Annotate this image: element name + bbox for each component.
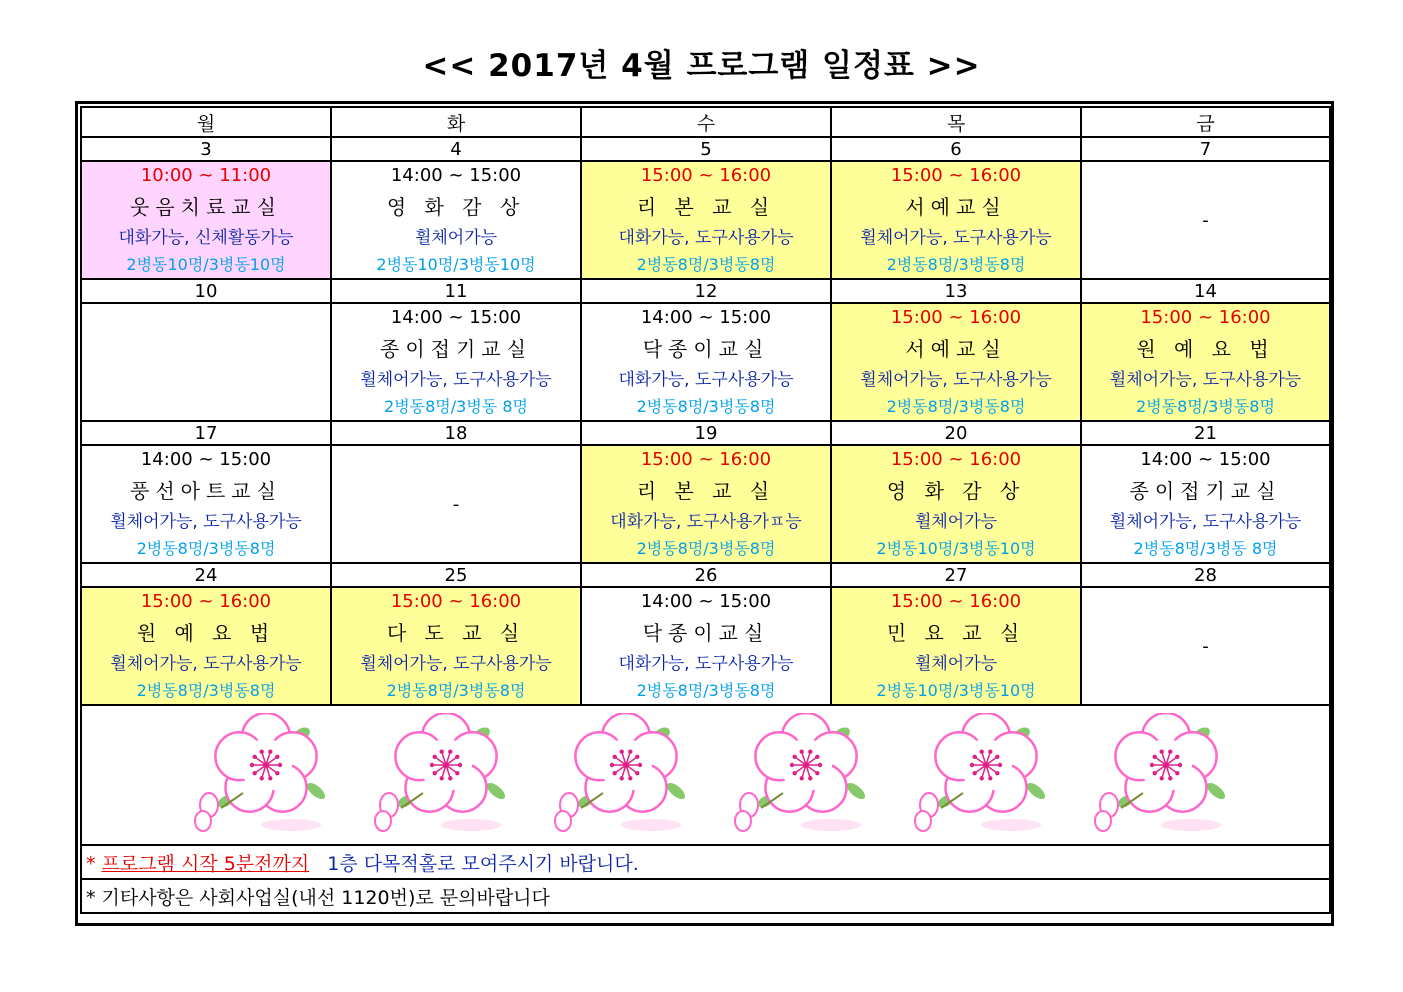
date-cell: 3 (81, 137, 331, 161)
weekday-header: 화 (331, 107, 581, 137)
program-capacity: 2병동8명/3병동8명 (886, 255, 1026, 274)
empty-dash: - (1202, 209, 1209, 231)
date-cell: 13 (831, 279, 1081, 303)
date-cell: 7 (1081, 137, 1330, 161)
program-name: 다 도 교 실 (386, 621, 526, 645)
weekday-header: 목 (831, 107, 1081, 137)
program-time: 15:00 ~ 16:00 (640, 449, 772, 470)
date-cell: 6 (831, 137, 1081, 161)
program-note: 휠체어가능 (914, 512, 998, 532)
program-name: 민 요 교 실 (886, 621, 1026, 645)
program-cell (1081, 445, 1330, 563)
program-note: 휠체어가능, 도구사용가능 (1109, 512, 1302, 532)
program-cell (331, 161, 581, 279)
weekday-header: 월 (81, 107, 331, 137)
program-cell (581, 445, 831, 563)
plum-blossom-icon (901, 713, 1051, 838)
program-row (81, 303, 1330, 421)
program-time: 14:00 ~ 15:00 (640, 307, 772, 328)
notice-text: 1층 다목적홀로 모여주시기 바랍니다. (327, 852, 639, 875)
date-cell: 18 (331, 421, 581, 445)
program-time: 15:00 ~ 16:00 (890, 307, 1022, 328)
program-note: 대화가능, 도구사용가ㅍ능 (610, 512, 802, 532)
program-capacity: 2병동8명/3병동8명 (136, 539, 276, 558)
program-time: 15:00 ~ 16:00 (1140, 307, 1271, 328)
program-cell (331, 587, 581, 705)
date-cell: 24 (81, 563, 331, 587)
notice-row (81, 845, 1330, 879)
program-time: 15:00 ~ 16:00 (640, 165, 772, 186)
program-capacity: 2병동8명/3병동8명 (636, 539, 776, 558)
flower-decoration-cell (81, 705, 1330, 845)
date-cell: 25 (331, 563, 581, 587)
program-name: 닥종이교실 (642, 621, 770, 645)
program-time: 10:00 ~ 11:00 (140, 165, 272, 186)
program-note: 대화가능, 도구사용가능 (618, 654, 794, 674)
program-capacity: 2병동8명/3병동8명 (636, 681, 776, 700)
program-cell (581, 161, 831, 279)
program-cell (81, 445, 331, 563)
date-cell: 4 (331, 137, 581, 161)
page-title: << 2017년 4월 프로그램 일정표 >> (422, 48, 981, 84)
empty-dash: - (452, 493, 460, 515)
notice-star: * (86, 886, 96, 909)
program-capacity: 2병동8명/3병동8명 (136, 681, 276, 700)
program-note: 휠체어가능 (914, 654, 998, 674)
plum-blossom-icon (181, 713, 331, 838)
program-cell (331, 445, 581, 563)
program-capacity: 2병동8명/3병동8명 (636, 397, 776, 416)
date-cell: 14 (1081, 279, 1330, 303)
date-cell: 19 (581, 421, 831, 445)
program-cell (81, 587, 331, 705)
notice-row (81, 879, 1330, 913)
program-name: 풍선아트교실 (130, 479, 282, 503)
date-cell: 17 (81, 421, 331, 445)
program-name: 리 본 교 실 (636, 479, 776, 503)
date-cell: 27 (831, 563, 1081, 587)
program-name: 웃음치료교실 (130, 195, 282, 219)
program-cell (81, 303, 331, 421)
program-capacity: 2병동8명/3병동8명 (886, 397, 1026, 416)
program-cell (581, 303, 831, 421)
date-cell: 11 (331, 279, 581, 303)
program-time: 15:00 ~ 16:00 (140, 591, 272, 612)
plum-blossom-icon (721, 713, 871, 838)
weekday-header-row (81, 107, 1330, 137)
program-note: 휠체어가능, 도구사용가능 (360, 654, 552, 674)
program-capacity: 2병동10명/3병동10명 (376, 255, 536, 274)
program-time: 15:00 ~ 16:00 (890, 591, 1022, 612)
program-note: 대화가능, 도구사용가능 (618, 370, 794, 390)
program-cell (81, 161, 331, 279)
plum-blossom-icon (541, 713, 691, 838)
date-row (81, 421, 1330, 445)
program-name: 종이접기교실 (380, 337, 532, 361)
program-capacity: 2병동8명/3병동8명 (1136, 397, 1275, 416)
plum-blossom-icon (361, 713, 511, 838)
program-time: 14:00 ~ 15:00 (640, 591, 772, 612)
program-capacity: 2병동8명/3병동8명 (386, 681, 526, 700)
program-note: 대화가능, 도구사용가능 (618, 228, 794, 248)
program-time: 14:00 ~ 15:00 (390, 165, 522, 186)
date-cell: 12 (581, 279, 831, 303)
program-row (81, 445, 1330, 563)
program-capacity: 2병동8명/3병동 8명 (1133, 539, 1278, 558)
notice-text: 기타사항은 사회사업실(내선 1120번)로 문의바랍니다 (101, 886, 550, 909)
date-cell: 21 (1081, 421, 1330, 445)
program-name: 영 화 감 상 (886, 479, 1026, 503)
program-time: 14:00 ~ 15:00 (1140, 449, 1271, 470)
date-cell: 20 (831, 421, 1081, 445)
notice-line-2 (81, 879, 1330, 913)
program-capacity: 2병동8명/3병동8명 (636, 255, 776, 274)
program-name: 서예교실 (905, 337, 1007, 361)
program-capacity: 2병동8명/3병동 8명 (384, 397, 528, 416)
program-cell (331, 303, 581, 421)
date-cell: 26 (581, 563, 831, 587)
program-time: 15:00 ~ 16:00 (890, 449, 1022, 470)
program-note: 대화가능, 신체활동가능 (118, 228, 294, 248)
program-cell (831, 161, 1081, 279)
flower-row (81, 705, 1330, 845)
date-row (81, 563, 1330, 587)
flower-strip (82, 713, 1329, 838)
program-time: 14:00 ~ 15:00 (390, 307, 522, 328)
program-note: 휠체어가능, 도구사용가능 (860, 370, 1052, 390)
program-name: 원 예 요 법 (136, 621, 276, 645)
program-time: 14:00 ~ 15:00 (140, 449, 272, 470)
empty-dash: - (1202, 635, 1209, 657)
program-cell (1081, 587, 1330, 705)
program-name: 서예교실 (905, 195, 1007, 219)
program-name: 영 화 감 상 (386, 195, 526, 219)
notice-line-1 (81, 845, 1330, 879)
date-row (81, 279, 1330, 303)
program-time: 15:00 ~ 16:00 (390, 591, 522, 612)
program-cell (1081, 161, 1330, 279)
date-cell: 10 (81, 279, 331, 303)
program-name: 종이접기교실 (1129, 479, 1282, 503)
date-row (81, 137, 1330, 161)
date-cell: 28 (1081, 563, 1330, 587)
program-note: 휠체어가능, 도구사용가능 (1109, 370, 1302, 390)
program-cell (1081, 303, 1330, 421)
program-name: 원 예 요 법 (1136, 337, 1275, 361)
program-note: 휠체어가능, 도구사용가능 (110, 654, 302, 674)
program-cell (581, 587, 831, 705)
plum-blossom-icon (1081, 713, 1231, 838)
weekday-header: 금 (1081, 107, 1330, 137)
program-note: 휠체어가능, 도구사용가능 (360, 370, 552, 390)
program-time: 15:00 ~ 16:00 (890, 165, 1022, 186)
notice-star: * (86, 852, 96, 875)
weekday-header: 수 (581, 107, 831, 137)
program-capacity: 2병동10명/3병동10명 (876, 681, 1036, 700)
program-note: 휠체어가능 (414, 228, 498, 248)
date-cell: 5 (581, 137, 831, 161)
program-row (81, 161, 1330, 279)
schedule-frame (75, 101, 1334, 926)
program-row (81, 587, 1330, 705)
schedule-table (80, 106, 1331, 914)
program-name: 닥종이교실 (642, 337, 770, 361)
program-capacity: 2병동10명/3병동10명 (126, 255, 286, 274)
notice-highlight: 프로그램 시작 5분전까지 (101, 852, 310, 875)
program-note: 휠체어가능, 도구사용가능 (110, 512, 302, 532)
program-capacity: 2병동10명/3병동10명 (876, 539, 1036, 558)
program-note: 휠체어가능, 도구사용가능 (860, 228, 1052, 248)
program-cell (831, 445, 1081, 563)
program-cell (831, 587, 1081, 705)
program-cell (831, 303, 1081, 421)
program-name: 리 본 교 실 (636, 195, 776, 219)
